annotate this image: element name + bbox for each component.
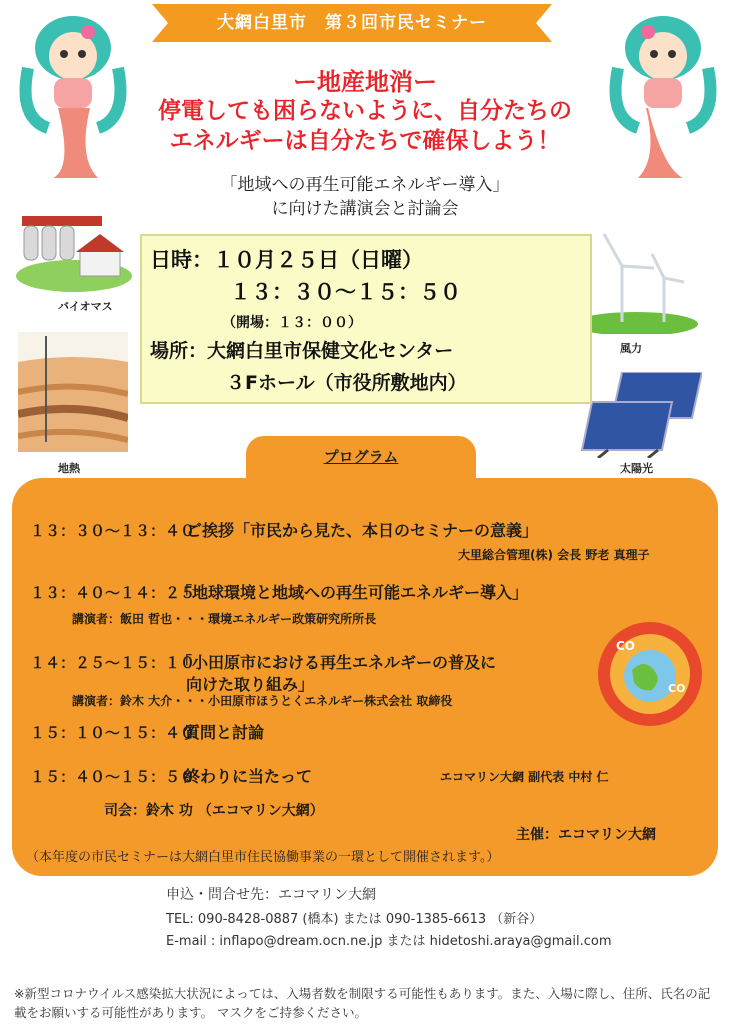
solar-panel-illustration <box>578 372 702 458</box>
seminar-title: 大網白里市 第３回市民セミナー <box>217 13 487 33</box>
program-item-2-speaker: 講演者：飯田 哲也・・・環境エネルギー政策研究所所長 <box>72 612 377 626</box>
wind-label: 風力 <box>620 342 642 355</box>
program-item-5-title: 終わりに当たって <box>184 767 313 786</box>
program-item-1-speaker: 大里総合管理(株) 会長 野老 真理子 <box>458 548 650 562</box>
program-note: （本年度の市民セミナーは大網白里市住民協働事業の一環として開催されます。） <box>26 850 500 865</box>
solar-label: 太陽光 <box>620 462 653 475</box>
program-title: プログラム <box>323 448 399 466</box>
event-place: 場所：大網白里市保健文化センター <box>150 340 454 362</box>
contact-label: 申込・問合せ先：エコマリン大網 <box>166 887 376 903</box>
geothermal-label: 地熱 <box>58 462 80 475</box>
event-open-time: （開場：１３：００） <box>222 315 362 331</box>
headline-line1: ー地産地消ー <box>293 68 437 96</box>
program-item-1-title: ご挨拶「市民から見た、本日のセミナーの意義」 <box>186 521 539 540</box>
footnote: ※新型コロナウイルス感染拡大状況によっては、入場者数を制限する可能性もあります。また、入場に際し、住所、氏名の記載をお願いする可能性があります。 マスクをご持参ください。 <box>14 986 711 1020</box>
organizer: 主催：エコマリン大網 <box>516 827 656 843</box>
program-item-3-title-cont: 向けた取り組み」 <box>186 675 315 694</box>
program-item-4-title: 質問と討論 <box>184 723 265 742</box>
event-time: １３：３０〜１５：５０ <box>230 280 461 304</box>
biomass-label: バイオマス <box>58 300 113 313</box>
svg-text:CO: CO <box>616 639 636 653</box>
biomass-illustration <box>14 206 134 296</box>
subtitle-line1: 「地域への再生可能エネルギー導入」 <box>220 175 510 195</box>
moderator: 司会：鈴木 功 （エコマリン大網） <box>104 803 324 819</box>
event-date: 日時：１０月２５日（日曜） <box>150 248 423 272</box>
contact-tel: TEL: 090-8428-0887 (橋本) または 090-1385-6613 （新谷） <box>166 912 543 927</box>
program-item-3-speaker: 講演者：鈴木 大介・・・小田原市ほうとくエネルギー株式会社 取締役 <box>72 694 453 708</box>
program-item-4-time: １５：１０〜１５：４０ <box>30 724 196 742</box>
program-item-3-time: １４：２５〜１５：１０ <box>30 654 196 672</box>
headline-line3: エネルギーは自分たちで確保しよう！ <box>169 128 561 154</box>
co2-earth-illustration <box>596 620 704 728</box>
wind-turbine-illustration <box>574 226 698 334</box>
program-item-5-time: １５：４０〜１５：５０ <box>30 768 196 786</box>
event-hall: ３Fホール（市役所敷地内） <box>226 372 467 394</box>
program-item-2-title: 「地球環境と地域への再生可能エネルギー導入」 <box>176 583 529 602</box>
program-item-5-speaker: エコマリン大網 副代表 中村 仁 <box>440 770 609 784</box>
svg-text:CO: CO <box>668 682 686 695</box>
contact-email[interactable]: E-mail : inflapo@dream.ocn.ne.jp または hidetoshi.araya@gmail.com <box>166 934 612 949</box>
subtitle-line2: に向けた講演会と討論会 <box>271 199 459 219</box>
program-item-1-time: １３：３０〜１３：４０ <box>30 522 196 540</box>
program-item-2-time: １３：４０〜１４：２５ <box>30 584 196 602</box>
geothermal-illustration <box>18 332 128 452</box>
headline-line2: 停電しても困らないように、自分たちの <box>158 98 572 124</box>
program-item-3-title: 「小田原市における再生エネルギーの普及に <box>176 653 497 672</box>
